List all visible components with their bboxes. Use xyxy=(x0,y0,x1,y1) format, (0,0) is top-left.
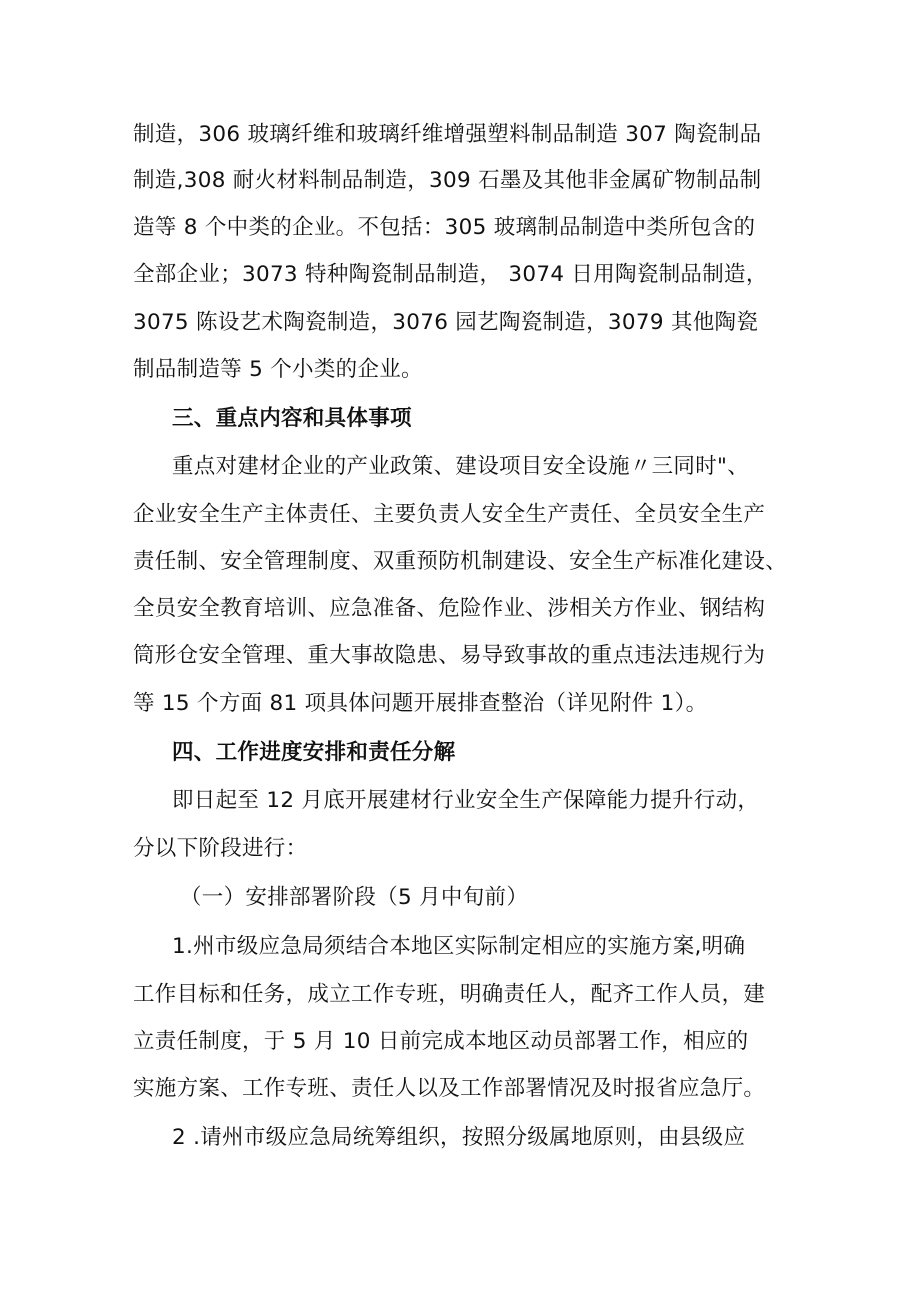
text-line: 制品制造等 5 个小类的企业。 xyxy=(133,357,423,382)
text-line: 制造，306 玻璃纤维和玻璃纤维增强塑料制品制造 307 陶瓷制品 xyxy=(133,122,762,147)
text-line: 3075 陈设艺术陶瓷制造，3076 园艺陶瓷制造，3079 其他陶瓷 xyxy=(133,310,759,335)
section-heading: 四、工作进度安排和责任分解 xyxy=(172,740,456,765)
text-line: 等 15 个方面 81 项具体问题开展排查整治（详见附件 1）。 xyxy=(133,691,708,716)
subsection-heading: （一）安排部署阶段（5 月中旬前） xyxy=(180,885,529,910)
paragraph-first-line: 2 .请州市级应急局统筹组织，按照分级属地原则，由县级应 xyxy=(172,1125,746,1150)
text-line: 筒形仓安全管理、重大事故隐患、易导致事故的重点违法违规行为 xyxy=(133,643,766,668)
paragraph-first-line: 即日起至 12 月底开展建材行业安全生产保障能力提升行动， xyxy=(172,788,760,813)
text-line: 全员安全教育培训、应急准备、危险作业、涉相关方作业、钢结构 xyxy=(133,596,766,621)
text-line: 全部企业；3073 特种陶瓷制品制造， 3074 日用陶瓷制品制造， xyxy=(133,262,768,287)
paragraph-first-line: 1.州市级应急局须结合本地区实际制定相应的实施方案,明确 xyxy=(172,934,746,959)
paragraph-first-line: 重点对建材企业的产业政策、建设项目安全设施〃三同时"、 xyxy=(172,454,749,479)
text-line: 分以下阶段进行： xyxy=(133,836,308,861)
section-heading: 三、重点内容和具体事项 xyxy=(172,406,412,431)
text-line: 实施方案、工作专班、责任人以及工作部署情况及时报省应急厅。 xyxy=(133,1076,766,1101)
text-line: 责任制、安全管理制度、双重预防机制建设、安全生产标准化建设、 xyxy=(133,549,788,574)
text-line: 企业安全生产主体责任、主要负责人安全生产责任、全员安全生产 xyxy=(133,502,766,527)
text-line: 立责任制度，于 5 月 10 日前完成本地区动员部署工作，相应的 xyxy=(133,1029,749,1054)
text-line: 制造,308 耐火材料制品制造，309 石墨及其他非金属矿物制品制 xyxy=(133,168,762,193)
text-line: 造等 8 个中类的企业。不包括：305 玻璃制品制造中类所包含的 xyxy=(133,215,756,240)
text-line: 工作目标和任务，成立工作专班，明确责任人，配齐工作人员，建 xyxy=(133,982,766,1007)
